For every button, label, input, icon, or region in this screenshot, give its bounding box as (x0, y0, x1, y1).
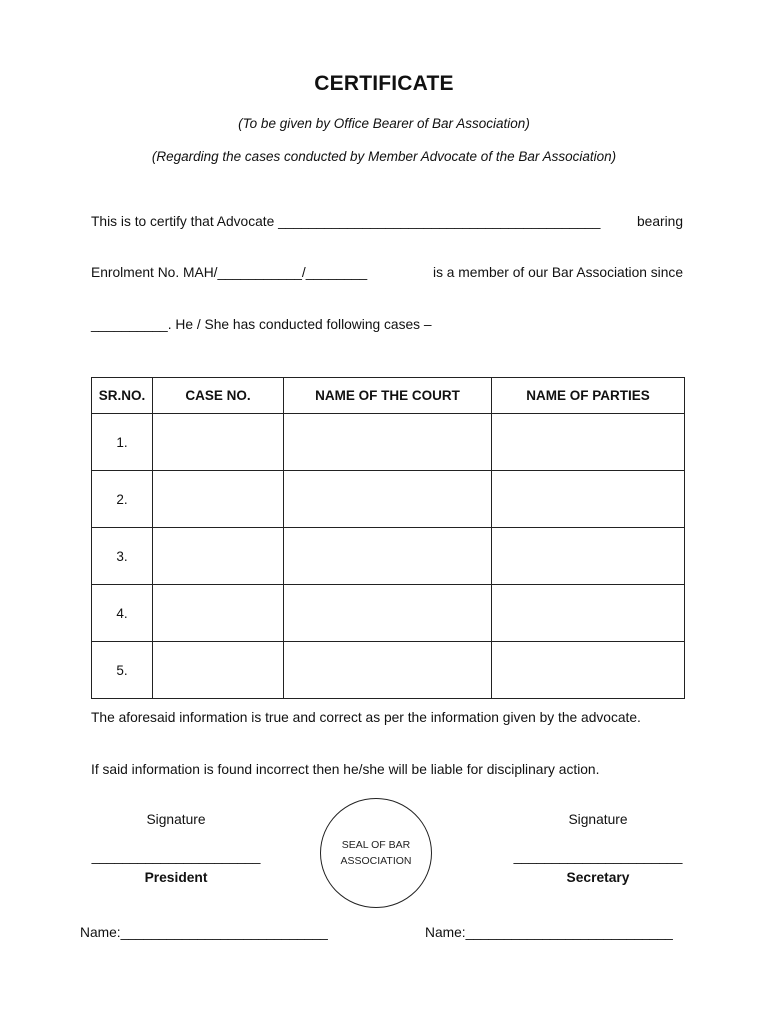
court-name-cell[interactable] (284, 528, 492, 585)
case-no-cell[interactable] (153, 414, 284, 471)
sr-no-cell: 2. (92, 471, 153, 528)
court-name-cell[interactable] (284, 642, 492, 699)
header-case-no: CASE NO. (153, 378, 284, 414)
header-parties-name: NAME OF PARTIES (492, 378, 685, 414)
enrolment-number-text: Enrolment No. MAH/___________/________ (91, 265, 368, 280)
certify-advocate-text: This is to certify that Advocate __________________________________________ (91, 214, 601, 229)
sr-no-cell: 1. (92, 414, 153, 471)
case-no-cell[interactable] (153, 528, 284, 585)
parties-cell[interactable] (492, 642, 685, 699)
secretary-role-label: Secretary (566, 870, 630, 885)
true-correct-statement: The aforesaid information is true and correct as per the information given by the advocate. (91, 710, 641, 725)
president-signature-line[interactable]: ______________________ (91, 849, 261, 864)
table-row (92, 585, 685, 642)
disciplinary-statement: If said information is found incorrect then he/she will be liable for disciplinary action. (91, 762, 600, 777)
sr-no-cell: 5. (92, 642, 153, 699)
sr-no-cell: 3. (92, 528, 153, 585)
table-header-row (92, 378, 685, 414)
court-name-cell[interactable] (284, 414, 492, 471)
parties-cell[interactable] (492, 585, 685, 642)
certify-line-1 (91, 214, 683, 229)
case-no-cell[interactable] (153, 585, 284, 642)
secretary-signature-line[interactable]: ______________________ (513, 849, 683, 864)
table-row (92, 471, 685, 528)
page-title: CERTIFICATE (314, 72, 454, 95)
president-name-field[interactable]: Name:___________________________ (80, 925, 328, 940)
table-row (92, 528, 685, 585)
seal-text-line-2: ASSOCIATION (340, 855, 412, 867)
court-name-cell[interactable] (284, 585, 492, 642)
secretary-signature-label: Signature (568, 812, 628, 827)
header-court-name: NAME OF THE COURT (284, 378, 492, 414)
parties-cell[interactable] (492, 528, 685, 585)
header-sr-no: SR.NO. (92, 378, 153, 414)
parties-cell[interactable] (492, 471, 685, 528)
seal-text-line-1: SEAL OF BAR (341, 839, 411, 851)
table-row (92, 414, 685, 471)
bar-association-seal (320, 798, 432, 908)
subtitle-given-by: (To be given by Office Bearer of Bar Association) (238, 116, 530, 131)
certify-line-2 (91, 265, 683, 280)
court-name-cell[interactable] (284, 471, 492, 528)
secretary-name-field[interactable]: Name:___________________________ (425, 925, 673, 940)
case-no-cell[interactable] (153, 642, 284, 699)
sr-no-cell: 4. (92, 585, 153, 642)
subtitle-regarding: (Regarding the cases conducted by Member Advocate of the Bar Association) (151, 149, 617, 164)
certify-bearing-text: bearing (636, 214, 683, 229)
president-signature-label: Signature (146, 812, 206, 827)
certify-line-3: __________. He / She has conducted following cases – (91, 317, 432, 332)
member-since-text: is a member of our Bar Association since (433, 265, 683, 280)
case-no-cell[interactable] (153, 471, 284, 528)
table-row (92, 642, 685, 699)
parties-cell[interactable] (492, 414, 685, 471)
president-role-label: President (144, 870, 208, 885)
cases-table (91, 377, 685, 699)
